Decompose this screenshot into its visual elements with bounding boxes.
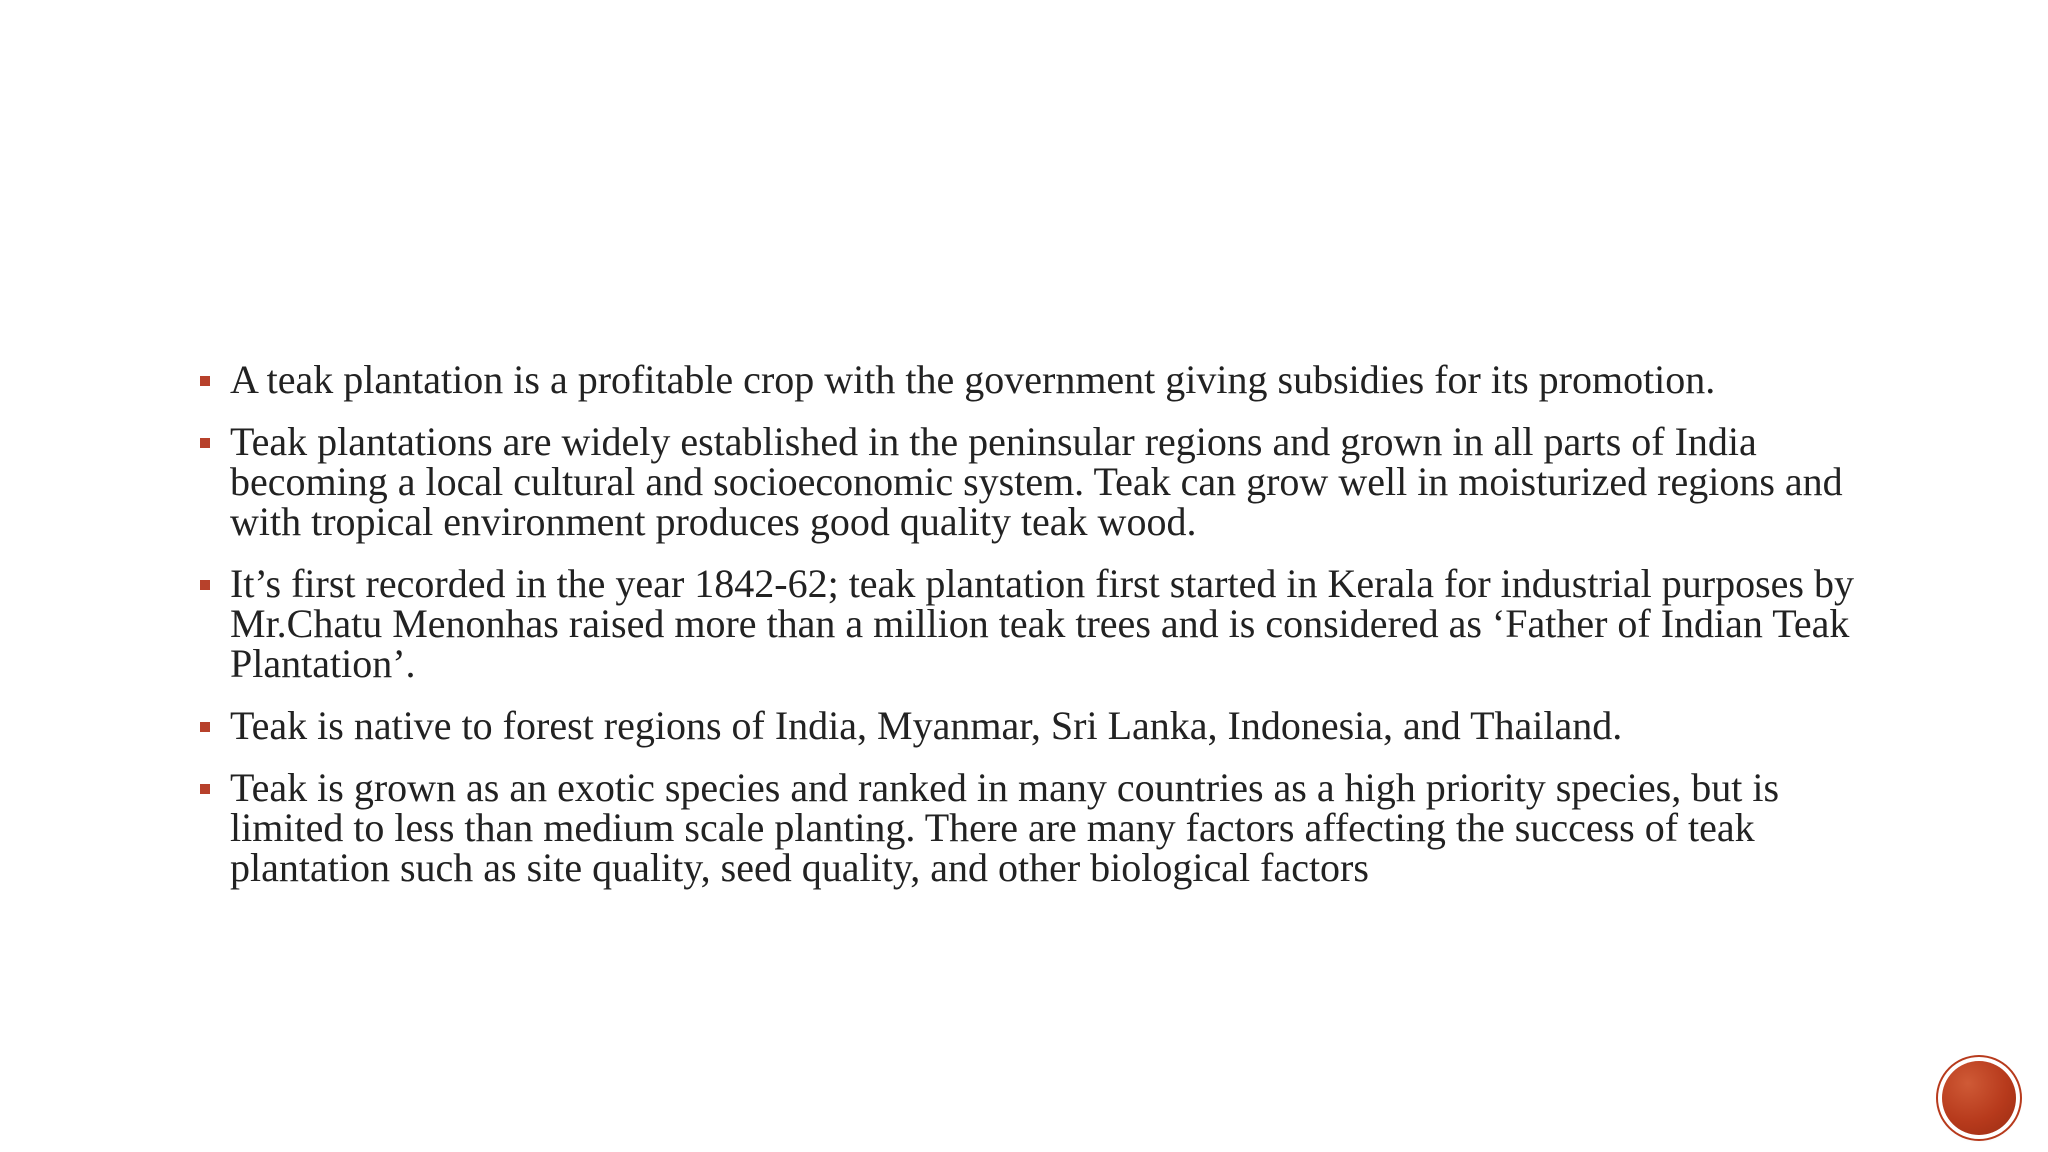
slide-number-badge-icon xyxy=(1942,1061,2016,1135)
bullet-item xyxy=(196,703,1886,748)
square-bullet-icon xyxy=(200,376,210,386)
bullet-text: Teak plantations are widely established in the peninsular regions and grown in all parts of India becoming a local cultural and socioeconomic system. Teak can grow well in moisturized regions and with tropical environment produces good quality teak wood. xyxy=(230,419,1843,544)
bullet-text: A teak plantation is a profitable crop with the government giving subsidies for its promotion. xyxy=(230,357,1716,402)
bullet-text: Teak is native to forest regions of India, Myanmar, Sri Lanka, Indonesia, and Thailand. xyxy=(230,703,1623,748)
bullet-text: Teak is grown as an exotic species and ranked in many countries as a high priority species, but is limited to less than medium scale planting. There are many factors affecting the success of teak plantation such as site quality, seed quality, and other biological factors xyxy=(230,765,1780,890)
bullet-item xyxy=(196,357,1886,402)
bullet-item xyxy=(196,561,1886,686)
bullet-item xyxy=(196,765,1886,890)
square-bullet-icon xyxy=(200,580,210,590)
bullet-item xyxy=(196,419,1886,544)
bullet-text: It’s first recorded in the year 1842-62; teak plantation first started in Kerala for industrial purposes by Mr.Chatu Menonhas raised more than a million teak trees and is considered as ‘Father of Indian Teak Plantation’. xyxy=(230,561,1854,686)
bullet-list xyxy=(196,357,1886,910)
square-bullet-icon xyxy=(200,784,210,794)
square-bullet-icon xyxy=(200,438,210,448)
square-bullet-icon xyxy=(200,722,210,732)
